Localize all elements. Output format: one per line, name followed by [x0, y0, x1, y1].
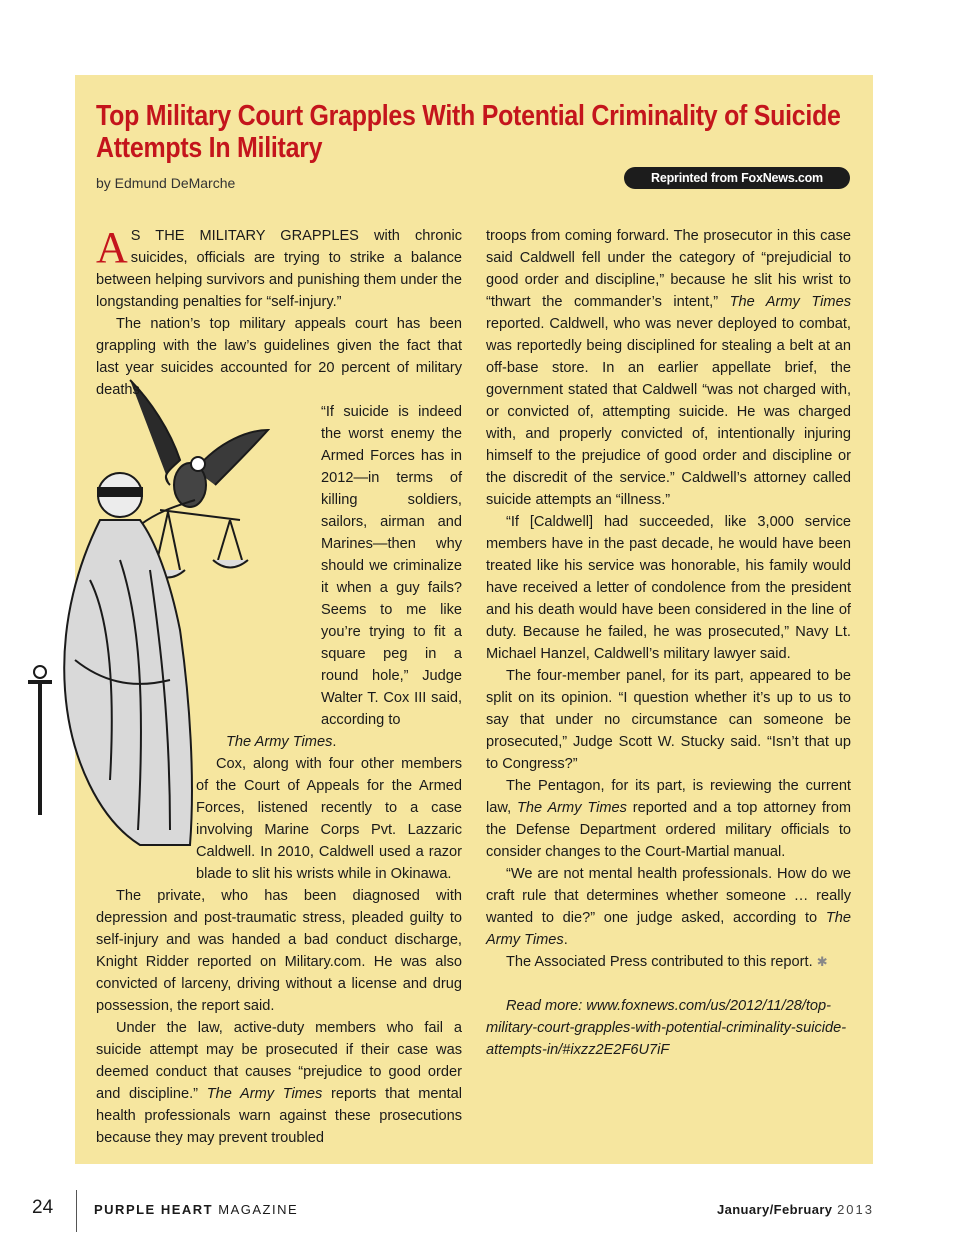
left-paragraph-1 — [96, 225, 462, 313]
left-paragraph-6-italic: The Army Times — [206, 1086, 323, 1102]
article-title-line-2: Attempts In Military — [96, 132, 323, 164]
issue-date — [717, 1202, 874, 1217]
right-paragraph-5-text-b: . — [563, 932, 568, 948]
article-column-right — [486, 225, 851, 1061]
right-paragraph-2-text: “If [Caldwell] had succeeded, like 3,000 service members have in the past decade, he would have been treated like his service was honorable, his family would have received a letter of condolence from the president and his death would have been considered in the line of duty. Because he failed, he was prosecuted,” Navy Lt. Michael Hanzel, Caldwell’s military lawyer said. — [486, 514, 851, 662]
right-paragraph-3-text: The four-member panel, for its part, appeared to be split on its opinion. “I question whether it’s up to us to say that under no circumstance can someone be prosecuted,” Judge Scott W. Stucky said. “Isn’t that up to Congress?” — [486, 668, 851, 772]
right-paragraph-5-text-a: “We are not mental health professionals. How do we craft rule that determines whether someone … really wanted to die?” one judge asked, according to — [486, 866, 851, 926]
magazine-name-rest: MAGAZINE — [213, 1202, 299, 1217]
left-paragraph-5 — [96, 885, 462, 1017]
right-paragraph-5-italic: The Army Times — [486, 910, 851, 948]
footer-divider — [76, 1190, 77, 1232]
right-paragraph-4-italic: The Army Times — [517, 800, 627, 816]
article-title-line-1: Top Military Court Grapples With Potential Criminality of Suicide — [96, 100, 841, 132]
page-number: 24 — [32, 1197, 54, 1218]
right-paragraph-1-text-b: reported. Caldwell, who was never deployed to combat, was reportedly being disciplined for stealing a belt at an off-base store. In an earlier appellate brief, the government stated that Caldwell “was not charged with, or convicted of, attempting suicide. He was charged with, and properly convicted of, intentionally injuring himself to the prejudice of good order and discipline or the discredit of the service.” Caldwell’s attorney called suicide attempts an “illness.” — [486, 316, 851, 508]
left-paragraph-4-text: Cox, along with four other members of the Court of Appeals for the Armed Forces, listened recently to a case involving Marine Corps Pvt. Lazzaric Caldwell. In 2010, Caldwell used a razor blade to slit his wrists while in Okinawa. — [196, 756, 462, 882]
left-paragraph-6-text-b: reports that mental health professionals warn against these prosecutions because they may prevent troubled — [96, 1086, 462, 1146]
right-paragraph-4-text-a: The Pentagon, for its part, is reviewing the current law, — [486, 778, 851, 816]
left-paragraph-3 — [96, 401, 462, 731]
left-paragraph-3-italic: The Army Times — [226, 734, 333, 750]
left-paragraph-1-text: with chronic suicides, officials are trying to strike a balance between helping survivors and punishing them under the longstanding penalties for “self-injury.” — [96, 228, 462, 310]
right-paragraph-1-italic: The Army Times — [729, 294, 851, 310]
right-paragraph-1-text-a: troops from coming forward. The prosecutor in this case said Caldwell fell under the category of “prejudicial to good order and discipline,” because he slit his wrist to “thwart the commander’s intent,” — [486, 228, 851, 310]
sword-pommel — [34, 666, 46, 678]
left-paragraph-6-text-a: Under the law, active-duty members who fail a suicide attempt may be prosecuted if their case was deemed conduct that causes “prejudice to good order and discipline.” — [96, 1020, 462, 1102]
left-paragraph-3-text-b: . — [332, 734, 337, 750]
left-paragraph-6 — [96, 1017, 462, 1149]
right-paragraph-3 — [486, 665, 851, 775]
reprint-badge: Reprinted from FoxNews.com — [624, 167, 850, 189]
issue-year: 2013 — [837, 1202, 874, 1217]
end-mark-icon: ✱ — [816, 954, 828, 969]
left-paragraph-3b — [96, 731, 462, 753]
magazine-name — [94, 1202, 298, 1217]
article-title — [96, 100, 841, 164]
left-paragraph-2-text: The nation’s top military appeals court has been grappling with the law’s guidelines given the fact that last year suicides accounted for 20 percent of military deaths. — [96, 316, 462, 398]
lead-in: S THE MILITARY GRAPPLES — [130, 228, 359, 244]
dropcap: A — [96, 223, 128, 272]
right-paragraph-2 — [486, 511, 851, 665]
right-paragraph-1 — [486, 225, 851, 511]
left-paragraph-2 — [96, 313, 462, 401]
right-paragraph-6 — [486, 951, 851, 973]
issue-months: January/February — [716, 1202, 833, 1217]
read-more-link[interactable] — [486, 995, 851, 1061]
read-more-text: Read more: www.foxnews.com/us/2012/11/28/top-military-court-grapples-with-potential-criminality-suicide-attempts-in/#ixzz2E2F6U7iF — [486, 998, 847, 1058]
article-column-left — [96, 225, 462, 1149]
left-paragraph-5-text: The private, who has been diagnosed with depression and post-traumatic stress, pleaded guilty to self-injury and was handed a bad conduct discharge, Knight Ridder reported on Military.com. He was also convicted of larceny, driving without a license and drug possession, the report said. — [96, 888, 462, 1014]
left-paragraph-3-text-a: “If suicide is indeed the worst enemy the Armed Forces has in 2012—in terms of killing soldiers, sailors, airman and Marines—then why should we criminalize it when a guy fails? Seems to me like you’re trying to fit a square peg in a round hole,” Judge Walter T. Cox III said, according to — [321, 404, 462, 728]
right-paragraph-5 — [486, 863, 851, 951]
left-paragraph-4 — [96, 753, 462, 885]
right-paragraph-6-text: The Associated Press contributed to this report. — [506, 954, 813, 970]
magazine-name-bold: PURPLE HEART — [94, 1202, 214, 1217]
right-paragraph-4-text-b: reported and a top attorney from the Defense Department ordered military officials to consider changes to the Court-Martial manual. — [486, 800, 852, 860]
byline: by Edmund DeMarche — [96, 175, 236, 191]
right-paragraph-4 — [486, 775, 851, 863]
